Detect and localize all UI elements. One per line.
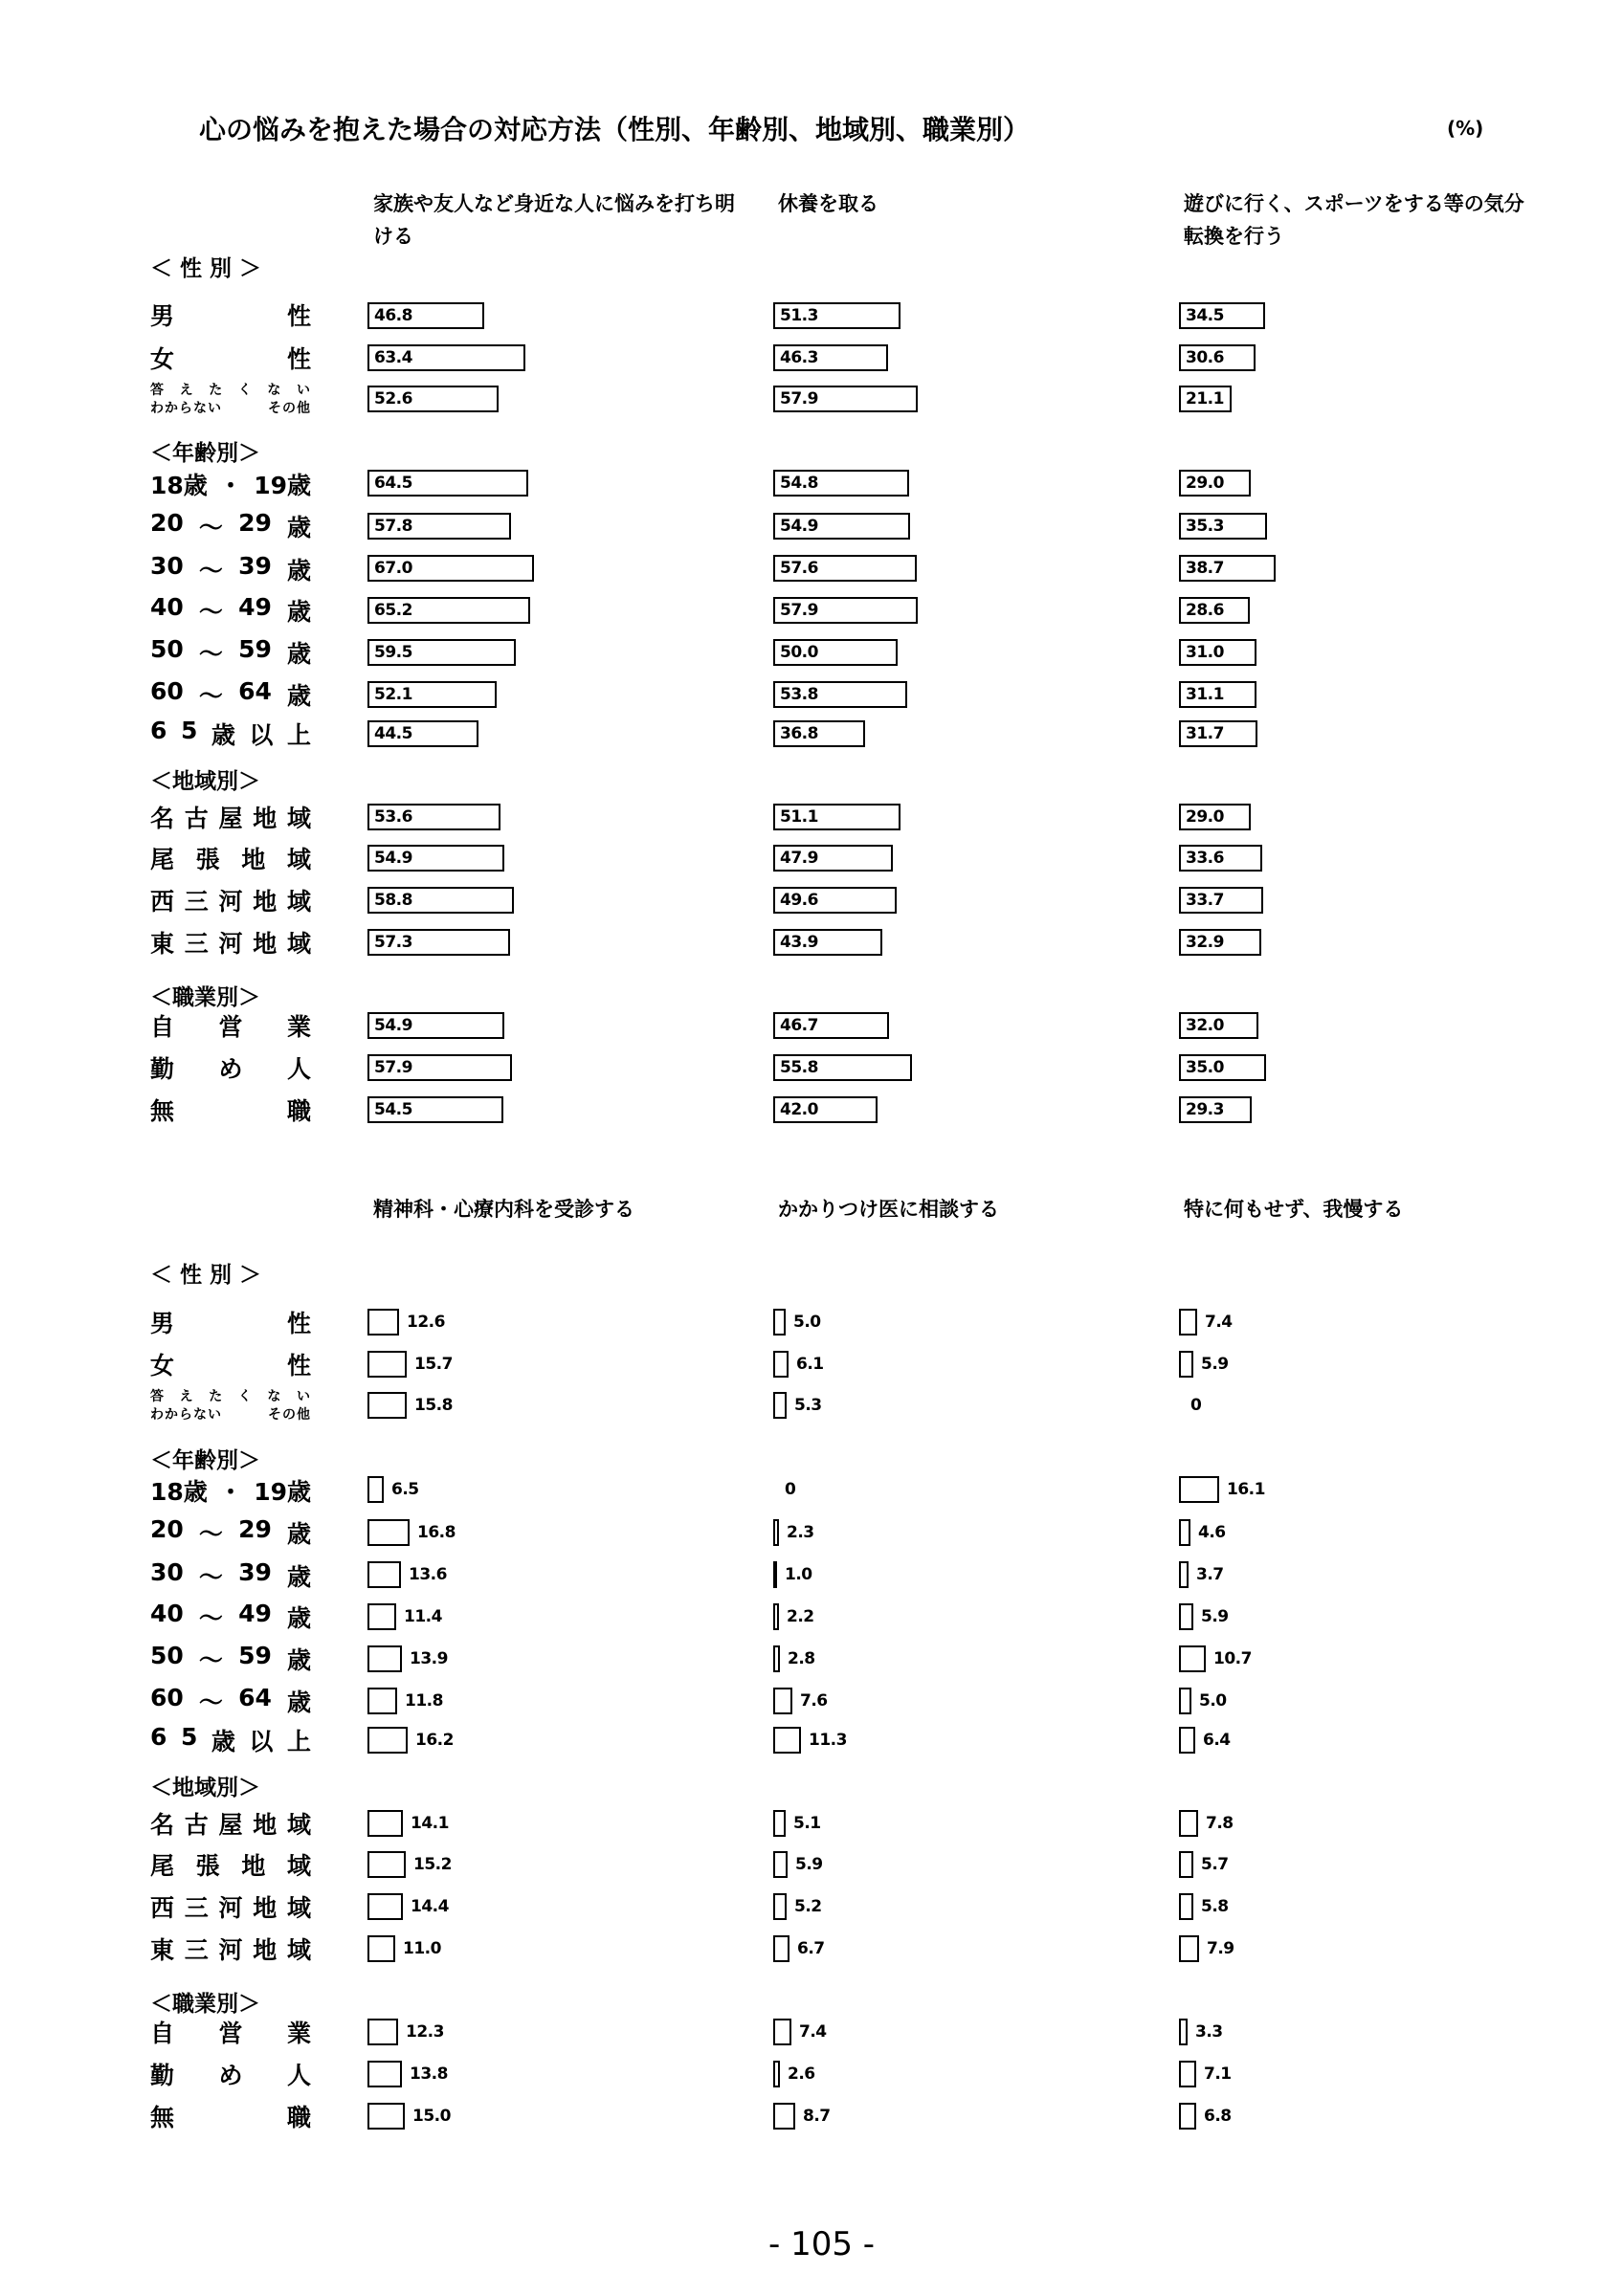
group-label-region: ＜地域別＞: [150, 769, 260, 794]
row-label-unemployed: 無 職: [150, 2104, 311, 2131]
bar-value-label: 51.3: [780, 306, 818, 325]
bar-value-label: 55.8: [780, 1058, 818, 1077]
row-label-age-40-49: 40 ～ 49 歳: [150, 1600, 311, 1632]
row-label-age-65: 6 5 歳 以 上: [150, 717, 311, 749]
col-header-talk-to-close: 家族や友人など身近な人に悩みを打ち明ける: [373, 192, 735, 248]
bar-value-label: 16.1: [1227, 1480, 1265, 1499]
bar-value-label: 5.9: [1201, 1355, 1229, 1374]
row-label-age-30-39: 30 ～ 39 歳: [150, 552, 311, 585]
bar-value-label: 31.1: [1186, 685, 1224, 704]
group-label-age: ＜年齢別＞: [150, 441, 260, 466]
row-label-employee: 勤 め 人: [150, 2062, 311, 2089]
bar-value-label: 65.2: [374, 601, 412, 620]
bar-c4-r13: [773, 1935, 789, 1962]
bar-value-label: 46.8: [374, 306, 412, 325]
col-header-refresh: 遊びに行く、スポーツをする等の気分転換を行う: [1184, 192, 1524, 248]
bar-value-label: 5.9: [1201, 1607, 1229, 1626]
bar-c4-r14: [773, 2019, 791, 2045]
bar-value-label: 11.0: [403, 1939, 441, 1958]
bar-value-label: 3.7: [1196, 1565, 1224, 1584]
row-label-age-18-19: 18歳 ・ 19歳: [150, 472, 311, 499]
bar-c5-r0: [1179, 1309, 1197, 1336]
bar-value-label: 6.1: [796, 1355, 824, 1374]
bar-c4-r6: [773, 1603, 779, 1630]
bar-value-label: 14.1: [411, 1814, 449, 1833]
bar-value-label: 6.7: [797, 1939, 825, 1958]
bar-value-label: 32.9: [1186, 933, 1224, 952]
row-label-unemployed: 無 職: [150, 1097, 311, 1125]
row-label-age-50-59: 50 ～ 59 歳: [150, 635, 311, 668]
bar-value-label: 2.8: [788, 1649, 815, 1668]
bar-value-label: 35.3: [1186, 517, 1224, 536]
bar-value-label: 67.0: [374, 559, 412, 578]
bar-c3-r13: [367, 1935, 395, 1962]
bar-c5-r9: [1179, 1727, 1195, 1754]
bar-value-label: 46.3: [780, 348, 818, 367]
bar-value-label: 53.6: [374, 807, 412, 827]
bar-value-label: 57.9: [780, 601, 818, 620]
bar-value-label: 51.1: [780, 807, 818, 827]
bar-c3-r6: [367, 1603, 396, 1630]
bar-value-label: 4.6: [1198, 1523, 1226, 1542]
bar-value-label: 2.3: [787, 1523, 814, 1542]
bar-value-label: 7.6: [800, 1691, 828, 1711]
bar-value-label: 7.8: [1206, 1814, 1234, 1833]
bar-value-label: 12.3: [406, 2022, 444, 2042]
bar-value-label: 11.3: [809, 1731, 847, 1750]
bar-value-label: 31.7: [1186, 724, 1224, 743]
row-label-owari: 尾 張 地 域: [150, 1852, 311, 1880]
bar-value-label: 63.4: [374, 348, 412, 367]
bar-c4-r12: [773, 1893, 787, 1920]
bar-c3-r4: [367, 1519, 410, 1546]
row-label-employee: 勤 め 人: [150, 1055, 311, 1083]
col-header-family-doctor: かかりつけ医に相談する: [778, 1198, 999, 1221]
row-label-age-30-39: 30 ～ 39 歳: [150, 1558, 311, 1591]
bar-value-label: 57.8: [374, 517, 412, 536]
row-label-age-20-29: 20 ～ 29 歳: [150, 509, 311, 541]
bar-c4-r11: [773, 1851, 788, 1878]
bar-c4-r4: [773, 1519, 779, 1546]
bar-c3-r10: [367, 1810, 403, 1837]
page-number: - 105 -: [768, 2225, 876, 2263]
bar-c5-r8: [1179, 1688, 1191, 1714]
bar-value-label: 53.8: [780, 685, 818, 704]
row-label-age-50-59: 50 ～ 59 歳: [150, 1642, 311, 1674]
bar-c4-r0: [773, 1309, 786, 1336]
bar-value-label: 15.8: [414, 1396, 453, 1415]
bar-value-label: 16.8: [417, 1523, 456, 1542]
bar-value-label: 29.0: [1186, 474, 1224, 493]
bar-value-label: 10.7: [1213, 1649, 1252, 1668]
bar-value-label: 5.3: [794, 1396, 822, 1415]
group-label-age: ＜年齢別＞: [150, 1448, 260, 1473]
bar-value-label: 5.9: [795, 1855, 823, 1874]
bar-value-label: 49.6: [780, 891, 818, 910]
bar-c3-r9: [367, 1727, 408, 1754]
bar-value-label: 8.7: [803, 2107, 831, 2126]
col-header-psychiatry: 精神科・心療内科を受診する: [373, 1198, 634, 1221]
row-label-age-20-29: 20 ～ 29 歳: [150, 1515, 311, 1548]
row-label-female: 女 性: [150, 1352, 311, 1380]
unit-label: (%): [1447, 117, 1484, 140]
row-label-other: 答 え た く な い わからない その他: [150, 383, 311, 416]
bar-c5-r4: [1179, 1519, 1190, 1546]
bar-value-label: 44.5: [374, 724, 412, 743]
group-label-gender: ＜ 性 別 ＞: [150, 1263, 262, 1288]
row-label-age-18-19: 18歳 ・ 19歳: [150, 1478, 311, 1506]
bar-value-label: 33.6: [1186, 849, 1224, 868]
bar-value-label: 5.1: [793, 1814, 821, 1833]
bar-value-label: 7.9: [1207, 1939, 1234, 1958]
bar-c5-r11: [1179, 1851, 1193, 1878]
row-label-self-employed: 自 営 業: [150, 2020, 311, 2047]
bar-value-label: 3.3: [1195, 2022, 1223, 2042]
row-label-age-60-64: 60 ～ 64 歳: [150, 677, 311, 710]
bar-value-label: 57.9: [374, 1058, 412, 1077]
row-label-nishimikawa: 西 三 河 地 域: [150, 888, 311, 916]
bar-c4-r16: [773, 2103, 795, 2130]
bar-value-label: 0: [785, 1480, 796, 1499]
page-title: 心の悩みを抱えた場合の対応方法（性別、年齢別、地域別、職業別）: [199, 114, 1031, 145]
row-label-male: 男 性: [150, 302, 311, 330]
bar-value-label: 52.6: [374, 389, 412, 408]
bar-value-label: 29.0: [1186, 807, 1224, 827]
bar-c3-r16: [367, 2103, 405, 2130]
row-label-self-employed: 自 営 業: [150, 1013, 311, 1041]
bar-value-label: 5.0: [793, 1313, 821, 1332]
bar-value-label: 31.0: [1186, 643, 1224, 662]
row-label-nagoya: 名 古 屋 地 域: [150, 1811, 311, 1839]
bar-value-label: 29.3: [1186, 1100, 1224, 1119]
bar-c5-r15: [1179, 2061, 1196, 2087]
group-label-job: ＜職業別＞: [150, 985, 260, 1010]
bar-value-label: 36.8: [780, 724, 818, 743]
bar-value-label: 64.5: [374, 474, 412, 493]
bar-c4-r5: [773, 1561, 777, 1588]
bar-c5-r5: [1179, 1561, 1189, 1588]
row-label-male: 男 性: [150, 1310, 311, 1337]
row-label-higashimikawa: 東 三 河 地 域: [150, 1936, 311, 1964]
bar-value-label: 13.6: [409, 1565, 447, 1584]
bar-value-label: 11.8: [405, 1691, 443, 1711]
bar-c5-r12: [1179, 1893, 1193, 1920]
bar-value-label: 15.2: [413, 1855, 452, 1874]
bar-value-label: 35.0: [1186, 1058, 1224, 1077]
bar-value-label: 43.9: [780, 933, 818, 952]
bar-value-label: 7.4: [799, 2022, 827, 2042]
bar-c3-r7: [367, 1645, 402, 1672]
bar-c4-r10: [773, 1810, 786, 1837]
bar-c4-r8: [773, 1688, 792, 1714]
bar-value-label: 33.7: [1186, 891, 1224, 910]
bar-value-label: 21.1: [1186, 389, 1224, 408]
bar-value-label: 54.5: [374, 1100, 412, 1119]
bar-c4-r15: [773, 2061, 780, 2087]
bar-value-label: 54.9: [374, 849, 412, 868]
bar-value-label: 6.5: [391, 1480, 419, 1499]
bar-value-label: 50.0: [780, 643, 818, 662]
row-label-nagoya: 名 古 屋 地 域: [150, 805, 311, 832]
bar-value-label: 59.5: [374, 643, 412, 662]
bar-value-label: 57.6: [780, 559, 818, 578]
bar-value-label: 42.0: [780, 1100, 818, 1119]
bar-value-label: 5.2: [794, 1897, 822, 1916]
bar-c5-r6: [1179, 1603, 1193, 1630]
row-label-higashimikawa: 東 三 河 地 域: [150, 930, 311, 958]
bar-value-label: 1.0: [785, 1565, 812, 1584]
bar-value-label: 13.8: [410, 2064, 448, 2084]
bar-c5-r16: [1179, 2103, 1196, 2130]
bar-value-label: 52.1: [374, 685, 412, 704]
bar-value-label: 12.6: [407, 1313, 445, 1332]
bar-value-label: 5.7: [1201, 1855, 1229, 1874]
bar-c4-r9: [773, 1727, 801, 1754]
bar-c3-r15: [367, 2061, 402, 2087]
bar-c5-r3: [1179, 1476, 1219, 1503]
bar-c3-r14: [367, 2019, 398, 2045]
group-label-region: ＜地域別＞: [150, 1776, 260, 1800]
bar-value-label: 5.0: [1199, 1691, 1227, 1711]
bar-value-label: 38.7: [1186, 559, 1224, 578]
bar-c3-r2: [367, 1392, 407, 1419]
bar-value-label: 14.4: [411, 1897, 449, 1916]
bar-value-label: 7.4: [1205, 1313, 1233, 1332]
bar-c4-r7: [773, 1645, 780, 1672]
bar-value-label: 54.9: [780, 517, 818, 536]
bar-value-label: 15.7: [414, 1355, 453, 1374]
group-label-gender: ＜ 性 別 ＞: [150, 256, 262, 281]
bar-c3-r5: [367, 1561, 401, 1588]
bar-value-label: 54.8: [780, 474, 818, 493]
bar-value-label: 16.2: [415, 1731, 454, 1750]
bar-value-label: 0: [1190, 1396, 1202, 1415]
row-label-nishimikawa: 西 三 河 地 域: [150, 1894, 311, 1922]
bar-c3-r3: [367, 1476, 384, 1503]
bar-c5-r10: [1179, 1810, 1198, 1837]
group-label-job: ＜職業別＞: [150, 1992, 260, 2017]
bar-c5-r1: [1179, 1351, 1193, 1378]
bar-c5-r14: [1179, 2019, 1188, 2045]
col-header-endure: 特に何もせず、我慢する: [1184, 1198, 1404, 1221]
row-label-female: 女 性: [150, 345, 311, 373]
bar-value-label: 47.9: [780, 849, 818, 868]
row-label-owari: 尾 張 地 域: [150, 846, 311, 873]
col-header-rest: 休養を取る: [778, 192, 878, 215]
row-label-age-40-49: 40 ～ 49 歳: [150, 593, 311, 626]
bar-c4-r2: [773, 1392, 787, 1419]
bar-value-label: 46.7: [780, 1016, 818, 1035]
bar-value-label: 32.0: [1186, 1016, 1224, 1035]
row-label-age-60-64: 60 ～ 64 歳: [150, 1684, 311, 1716]
bar-value-label: 11.4: [404, 1607, 442, 1626]
bar-value-label: 2.6: [788, 2064, 815, 2084]
bar-value-label: 5.8: [1201, 1897, 1229, 1916]
bar-value-label: 54.9: [374, 1016, 412, 1035]
bar-c3-r8: [367, 1688, 397, 1714]
row-label-other: 答 え た く な い わからない その他: [150, 1389, 311, 1423]
bar-value-label: 6.8: [1204, 2107, 1232, 2126]
bar-c3-r1: [367, 1351, 407, 1378]
bar-c3-r11: [367, 1851, 406, 1878]
bar-c5-r7: [1179, 1645, 1206, 1672]
bar-c3-r0: [367, 1309, 399, 1336]
bar-value-label: 34.5: [1186, 306, 1224, 325]
bar-value-label: 57.9: [780, 389, 818, 408]
bar-value-label: 28.6: [1186, 601, 1224, 620]
bar-value-label: 15.0: [412, 2107, 451, 2126]
bar-value-label: 30.6: [1186, 348, 1224, 367]
bar-c5-r13: [1179, 1935, 1199, 1962]
bar-value-label: 6.4: [1203, 1731, 1231, 1750]
bar-value-label: 7.1: [1204, 2064, 1232, 2084]
bar-value-label: 57.3: [374, 933, 412, 952]
bar-value-label: 2.2: [787, 1607, 814, 1626]
bar-c3-r12: [367, 1893, 403, 1920]
bar-value-label: 58.8: [374, 891, 412, 910]
row-label-age-65: 6 5 歳 以 上: [150, 1723, 311, 1755]
bar-value-label: 13.9: [410, 1649, 448, 1668]
bar-c4-r1: [773, 1351, 789, 1378]
